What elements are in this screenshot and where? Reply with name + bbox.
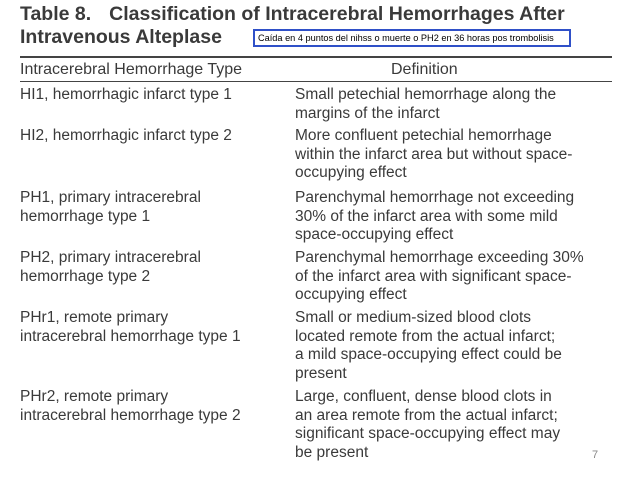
row-definition (295, 127, 615, 183)
row-type (20, 86, 290, 105)
title-text-1: Classification of Intracerebral Hemorrhages After (109, 3, 565, 25)
definition-line: present (295, 364, 347, 382)
type-line: hemorrhage type 2 (20, 267, 151, 285)
definition-line: Parenchymal hemorrhage not exceeding (295, 189, 575, 206)
type-line: hemorrhage type 1 (20, 207, 151, 225)
row-definition (295, 86, 615, 123)
definition-line: 30% of the infarct area with some mild (295, 207, 558, 225)
header-rule (20, 81, 612, 82)
row-definition (295, 309, 615, 383)
type-line: intracerebral hemorrhage type 2 (20, 406, 241, 424)
type-line: PH2, primary intracerebral (20, 249, 201, 266)
header-definition: Definition (391, 61, 458, 78)
annotation-callout: Caída en 4 puntos del nihss o muerte o PH2 en 36 horas pos trombolisis (253, 29, 571, 47)
definition-line: within the infarct area but without space- (295, 145, 573, 163)
type-line: HI1, hemorrhagic infarct type 1 (20, 86, 232, 103)
type-line: PH1, primary intracerebral (20, 189, 201, 206)
definition-line: located remote from the actual infarct; (295, 327, 556, 345)
definition-line: More confluent petechial hemorrhage (295, 127, 552, 144)
page-number: 7 (592, 449, 599, 461)
title-line-1 (20, 3, 620, 26)
definition-line: margins of the infarct (295, 104, 440, 122)
row-type (20, 249, 290, 286)
row-type (20, 309, 290, 346)
definition-line: Small petechial hemorrhage along the (295, 86, 557, 103)
type-line: intracerebral hemorrhage type 1 (20, 327, 241, 345)
top-rule (20, 56, 612, 58)
definition-line: occupying effect (295, 286, 407, 303)
definition-line: an area remote from the actual infarct; (295, 406, 558, 424)
row-definition (295, 249, 615, 305)
definition-line: of the infarct area with significant space- (295, 267, 572, 285)
row-definition (295, 388, 615, 462)
row-type (20, 388, 290, 425)
table-label: Table 8. (20, 3, 92, 25)
definition-line: Parenchymal hemorrhage exceeding 30% (295, 249, 584, 266)
definition-line: significant space-occupying effect may (295, 425, 561, 442)
row-type (20, 189, 290, 226)
definition-line: be present (295, 443, 369, 461)
type-line: PHr2, remote primary (20, 388, 169, 405)
row-definition (295, 189, 615, 245)
definition-line: space-occupying effect (295, 226, 454, 243)
definition-line: occupying effect (295, 164, 407, 181)
type-line: PHr1, remote primary (20, 309, 169, 326)
type-line: HI2, hemorrhagic infarct type 2 (20, 127, 232, 144)
definition-line: Large, confluent, dense blood clots in (295, 388, 552, 405)
definition-line: Small or medium-sized blood clots (295, 309, 532, 326)
header-type: Intracerebral Hemorrhage Type (20, 61, 243, 78)
title-line-2: Intravenous Alteplase (20, 26, 222, 48)
definition-line: a mild space-occupying effect could be (295, 346, 562, 363)
row-type (20, 127, 290, 146)
